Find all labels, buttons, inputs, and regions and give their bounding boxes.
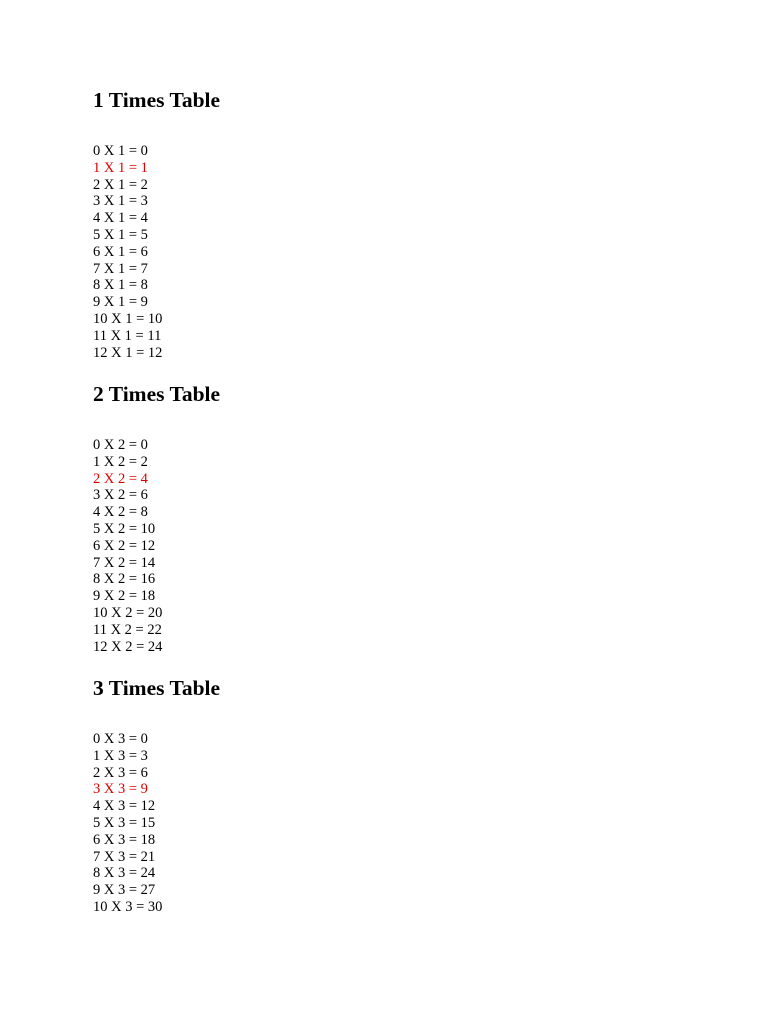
- equation-list: [93, 143, 733, 361]
- times-table-section: [93, 674, 733, 968]
- times-table-section: [93, 86, 733, 380]
- equation-row: 2 X 3 = 6: [93, 764, 148, 781]
- equation-row: 3 X 1 = 3: [93, 193, 148, 210]
- equation-row: 5 X 2 = 10: [93, 520, 156, 537]
- equation-row: 10 X 2 = 20: [93, 604, 163, 621]
- equation-row: 7 X 3 = 21: [93, 848, 156, 865]
- equation-row: 9 X 2 = 18: [93, 588, 156, 605]
- equation-row: 9 X 3 = 27: [93, 882, 156, 899]
- equation-row: 0 X 1 = 0: [93, 143, 148, 159]
- equation-row: 0 X 2 = 0: [93, 437, 148, 453]
- equation-row: 6 X 1 = 6: [93, 243, 148, 260]
- equation-row: 3 X 2 = 6: [93, 487, 148, 504]
- equation-row: 6 X 2 = 12: [93, 537, 156, 554]
- equation-row: 12 X 1 = 12: [93, 344, 163, 361]
- section-title: 1 Times Table: [93, 88, 221, 112]
- equation-row: 2 X 1 = 2: [93, 176, 148, 193]
- equation-row: 10 X 3 = 30: [93, 898, 163, 915]
- document-page: [93, 86, 733, 968]
- equation-row-highlighted: 2 X 2 = 4: [93, 470, 148, 487]
- equation-row: 7 X 2 = 14: [93, 554, 156, 571]
- equation-list: [93, 731, 733, 916]
- equation-row: 10 X 1 = 10: [93, 310, 163, 327]
- section-title: 2 Times Table: [93, 382, 221, 406]
- equation-row: 1 X 2 = 2: [93, 453, 148, 470]
- equation-row: 11 X 1 = 11: [93, 327, 162, 344]
- equation-row: 9 X 1 = 9: [93, 294, 148, 311]
- equation-row: 12 X 2 = 24: [93, 638, 163, 655]
- equation-row: 11 X 2 = 22: [93, 621, 162, 638]
- equation-row-highlighted: 1 X 1 = 1: [93, 159, 148, 176]
- equation-row: 7 X 1 = 7: [93, 260, 148, 277]
- section-title: 3 Times Table: [93, 676, 221, 700]
- equation-row: 8 X 3 = 24: [93, 865, 156, 882]
- equation-list: [93, 437, 733, 655]
- equation-row: 6 X 3 = 18: [93, 831, 156, 848]
- times-table-section: [93, 380, 733, 674]
- equation-row: 4 X 2 = 8: [93, 504, 148, 521]
- equation-row: 5 X 3 = 15: [93, 814, 156, 831]
- equation-row: 5 X 1 = 5: [93, 226, 148, 243]
- equation-row: 0 X 3 = 0: [93, 731, 148, 747]
- equation-row: 1 X 3 = 3: [93, 747, 148, 764]
- equation-row: 4 X 3 = 12: [93, 798, 156, 815]
- equation-row: 8 X 1 = 8: [93, 277, 148, 294]
- equation-row: 4 X 1 = 4: [93, 210, 148, 227]
- equation-row: 8 X 2 = 16: [93, 571, 156, 588]
- equation-row-highlighted: 3 X 3 = 9: [93, 781, 148, 798]
